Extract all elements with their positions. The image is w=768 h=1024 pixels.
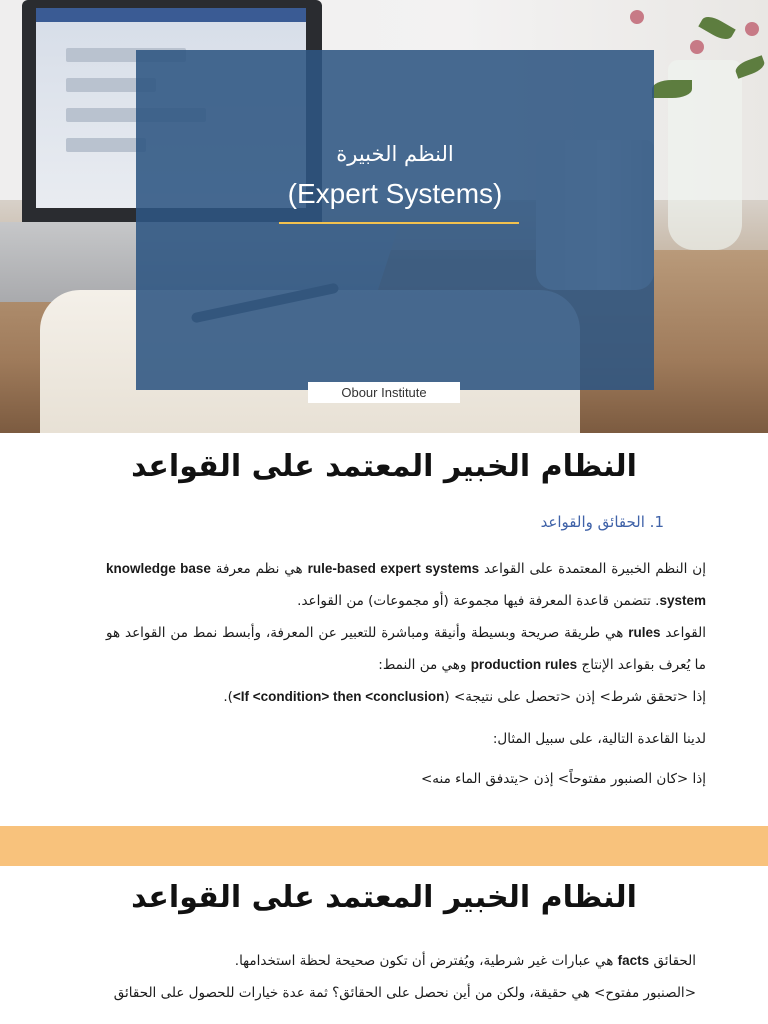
title-overlay bbox=[136, 50, 654, 390]
screen-row bbox=[66, 138, 146, 152]
paragraph-rules bbox=[106, 617, 706, 681]
term-rule-based: rule-based expert systems bbox=[307, 561, 480, 576]
term-production-rules: production rules bbox=[470, 657, 578, 672]
paragraph-definition bbox=[106, 553, 706, 617]
cover-title-english: (Expert Systems) bbox=[287, 178, 503, 209]
slide-heading: النظام الخبير المعتمد على القواعد bbox=[131, 449, 637, 484]
text-run: هي نظم معرفة bbox=[210, 561, 308, 577]
flower-shape bbox=[630, 10, 644, 24]
text-run: هي طريقة صريحة وبسيطة وأنيقة ومباشرة للتعبير عن المعرفة، وأبسط نمط من القواعد هو ما يُعرف بقواعد الإنتاج bbox=[106, 625, 706, 673]
institute-label: Obour Institute bbox=[308, 382, 460, 403]
title-underline bbox=[279, 222, 519, 224]
flower-shape bbox=[690, 40, 704, 54]
screen-header-bar bbox=[36, 8, 306, 22]
slide-heading: النظام الخبير المعتمد على القواعد bbox=[131, 880, 637, 915]
leaf-shape bbox=[652, 80, 692, 98]
paragraph-facts bbox=[76, 946, 696, 976]
slide-rules-facts bbox=[0, 433, 768, 826]
paragraph-example-intro: لدينا القاعدة التالية، على سبيل المثال: bbox=[492, 731, 706, 747]
paragraph-facts-source: <الصنبور مفتوح> هي حقيقة، ولكن من أين نحصل على الحقائق؟ ثمة عدة خيارات للحصول على الحقائق bbox=[113, 985, 696, 1001]
text-run: إن النظم الخبيرة المعتمدة على القواعد bbox=[479, 561, 706, 577]
section-title: 1. الحقائق والقواعد bbox=[540, 513, 664, 531]
text-run: القواعد bbox=[660, 625, 706, 641]
text-run: إذا <تحقق شرط> إذن <تحصل على نتيجة> ( bbox=[444, 689, 706, 705]
term-rules: rules bbox=[628, 625, 661, 640]
text-run: الحقائق bbox=[649, 953, 696, 969]
cover-slide bbox=[0, 0, 768, 433]
flower-shape bbox=[745, 22, 759, 36]
slide-divider bbox=[0, 826, 768, 866]
cover-title-arabic: النظم الخبيرة bbox=[336, 142, 454, 166]
text-run: . تتضمن قاعدة المعرفة فيها مجموعة (أو مجموعات) من القواعد. bbox=[297, 593, 660, 609]
paragraph-rule-form bbox=[106, 689, 706, 705]
slide-facts bbox=[0, 866, 768, 1024]
term-facts: facts bbox=[617, 953, 650, 968]
paragraph-example-rule: إذا <كان الصنبور مفتوحاً> إذن <يتدفق الماء منه> bbox=[420, 771, 706, 787]
text-run: وهي من النمط: bbox=[378, 657, 471, 673]
term-if-then: If <condition> then <conclusion> bbox=[232, 689, 445, 704]
text-run: هي عبارات غير شرطية، ويُفترض أن تكون صحيحة لحظة استخدامها. bbox=[234, 953, 618, 969]
text-run: ). bbox=[223, 689, 233, 705]
term-knowledge-base: knowledge base system bbox=[106, 561, 706, 608]
